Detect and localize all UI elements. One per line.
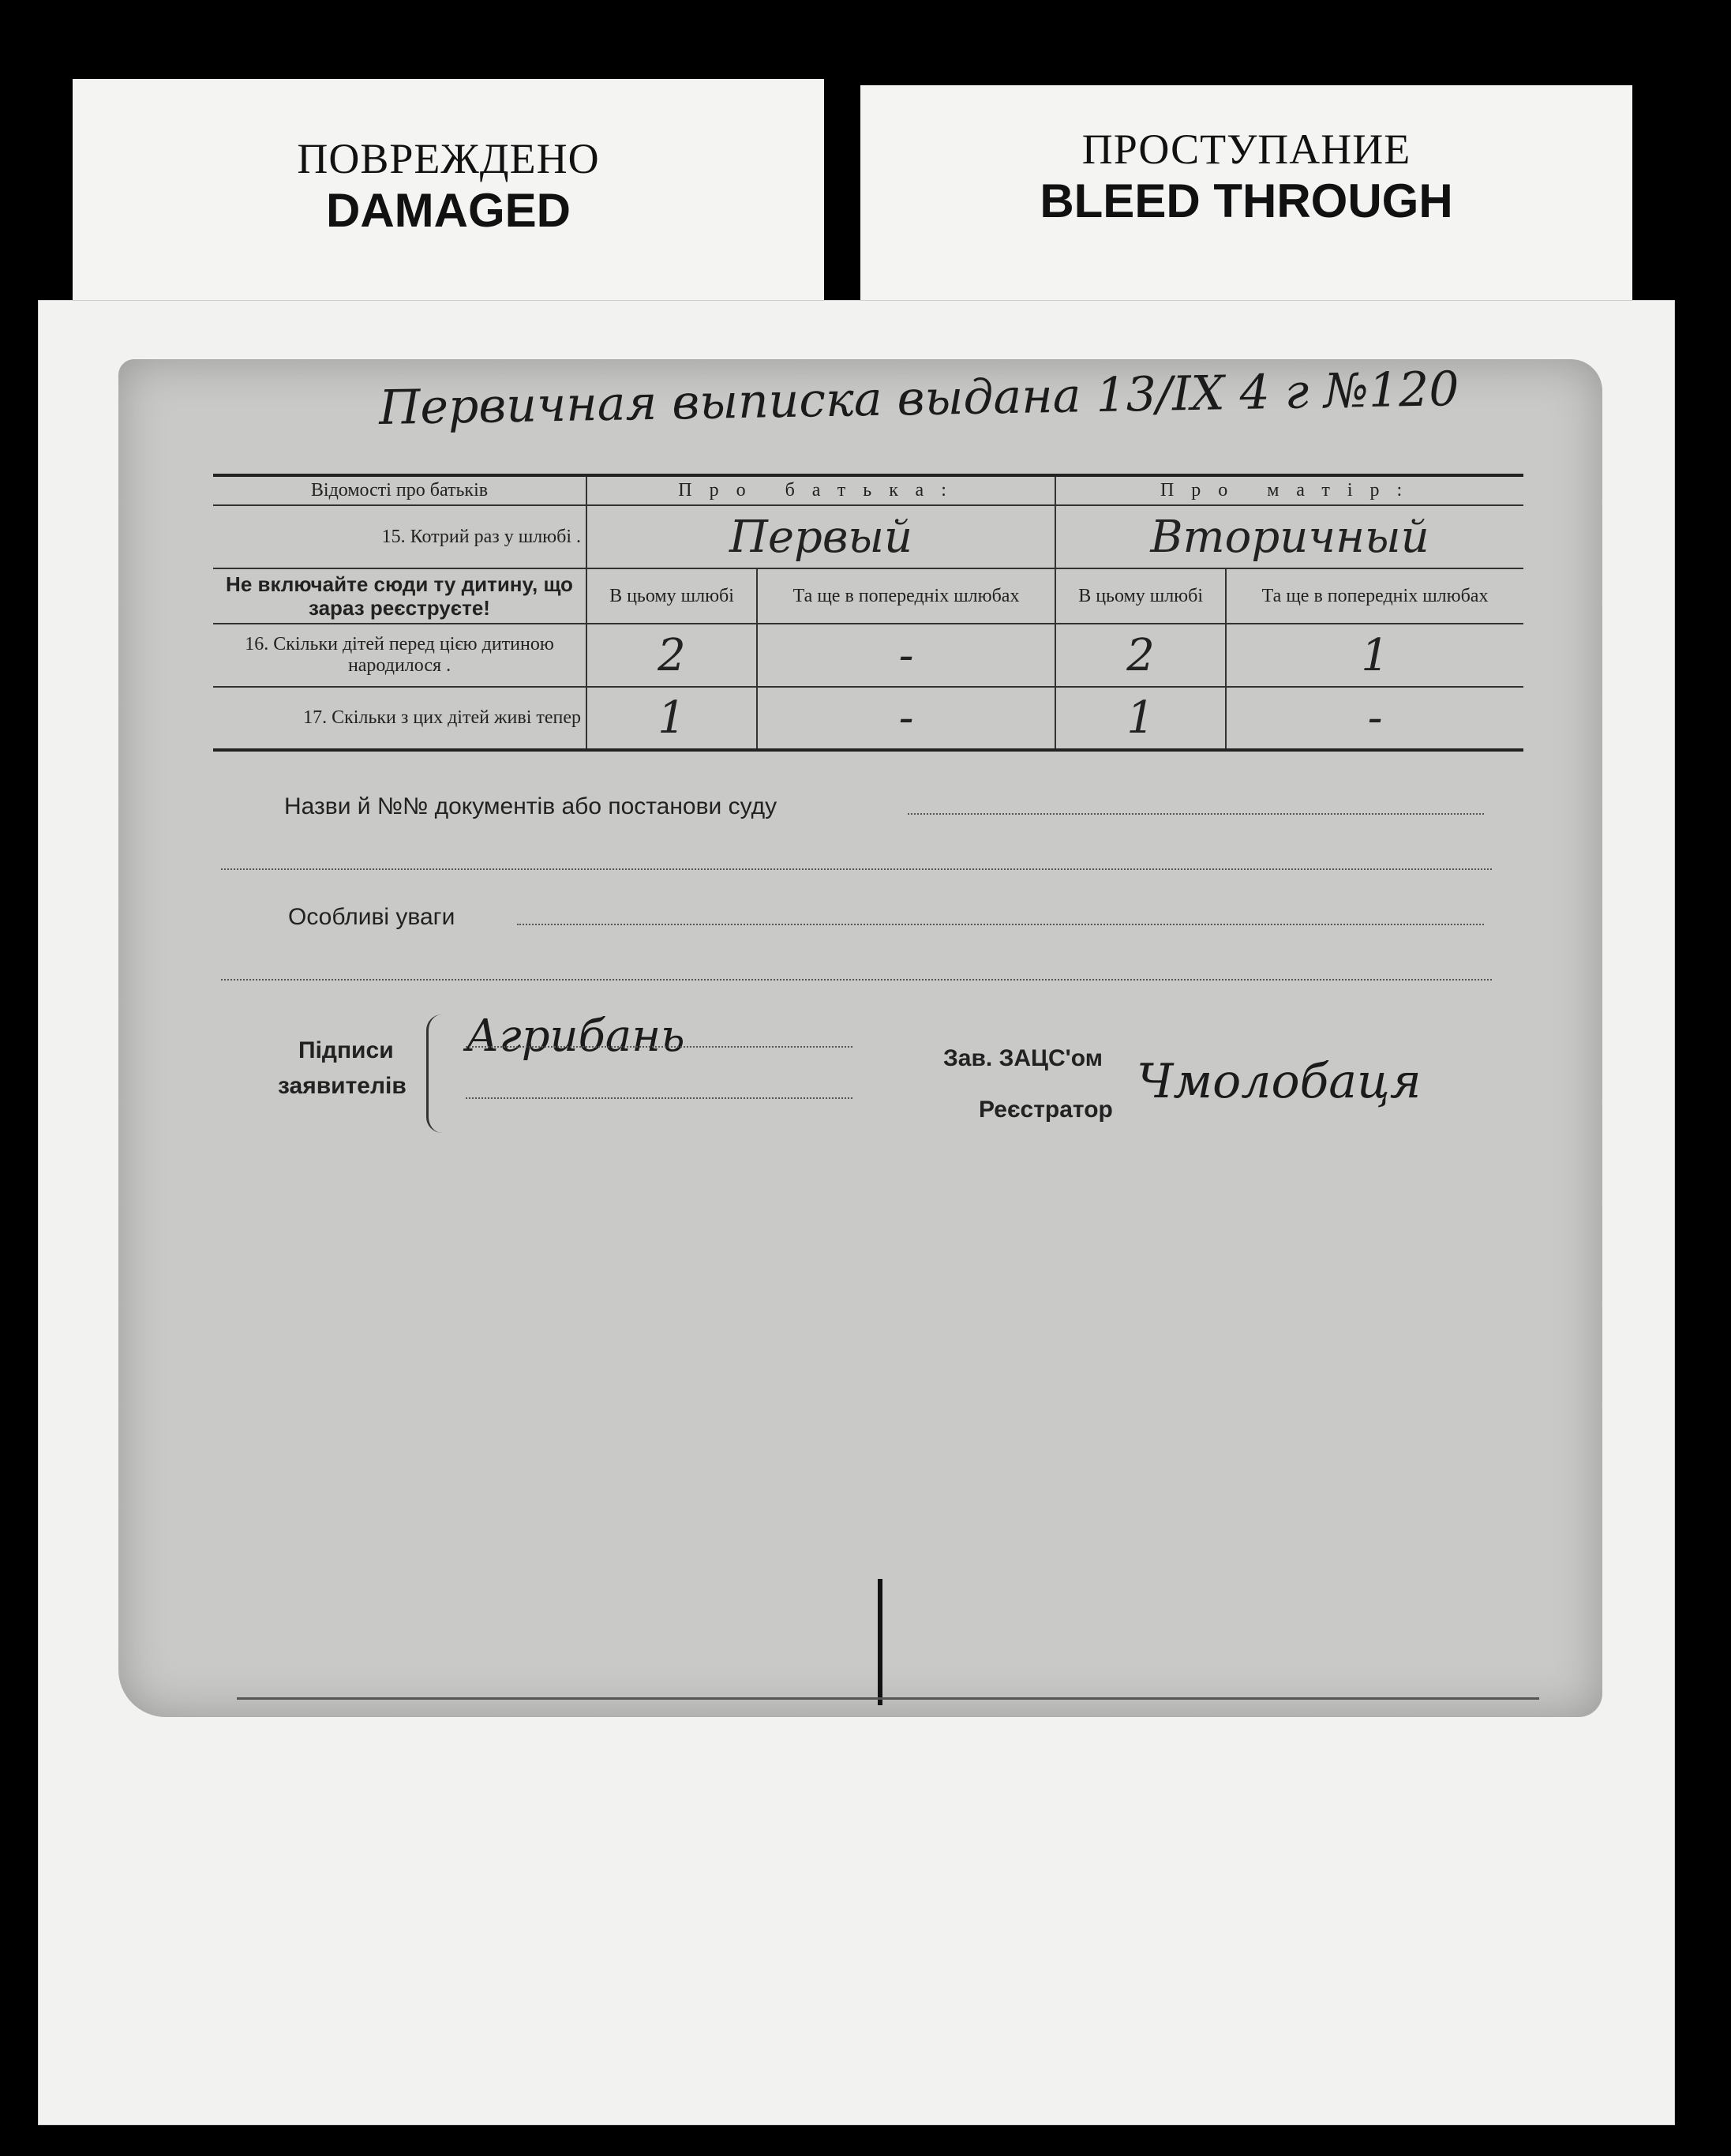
handwritten-top-note: Первичная выписка выдана 13/IX 4 г №120 [378, 362, 1460, 436]
remarks-dotted-line-2 [221, 979, 1492, 981]
row17-father-this: 1 [586, 687, 757, 750]
signatures-label-2: заявителів [278, 1073, 407, 1099]
damaged-ru: ПОВРЕЖДЕНО [297, 135, 600, 182]
damaged-label-card [73, 79, 824, 316]
documents-label: Назви й №№ документів або постанови суду [284, 793, 777, 819]
mother-header: Про матір: [1055, 475, 1523, 505]
remarks-label: Особливі уваги [288, 904, 455, 930]
row16-father-this: 2 [586, 624, 757, 687]
row17-mother-this: 1 [1055, 687, 1226, 750]
documents-dotted-line-2 [221, 868, 1492, 870]
row15-father-value: Первый [586, 505, 1055, 568]
father-header: Про батька: [586, 475, 1055, 505]
sheet-bottom-edge [237, 1697, 1539, 1700]
row15-mother-value: Вторичный [1055, 505, 1523, 568]
row16-mother-previous: 1 [1226, 624, 1523, 687]
table-row [213, 568, 1523, 624]
col-mother-previous: Та ще в попередніх шлюбах [1226, 568, 1523, 624]
registrar-label: Реєстратор [979, 1097, 1113, 1123]
row17-mother-previous: - [1226, 687, 1523, 750]
row16-father-previous: - [757, 624, 1055, 687]
note-label: Не включайте сюди ту дитину, що зараз реєструєте! [226, 572, 573, 620]
bleed-en: BLEED THROUGH [1040, 174, 1453, 227]
row17-father-previous: - [757, 687, 1055, 750]
remarks-dotted-line [517, 924, 1484, 925]
documents-dotted-line [908, 813, 1484, 815]
row16-mother-this: 2 [1055, 624, 1226, 687]
col-father-previous: Та ще в попередніх шлюбах [757, 568, 1055, 624]
damaged-en: DAMAGED [326, 184, 571, 237]
col-mother-this: В цьому шлюбі [1055, 568, 1226, 624]
row15-label: 15. Котрий раз у шлюбі . [381, 526, 581, 547]
row16-label: 16. Скільки дітей перед цією дитиною народилося . [245, 634, 554, 676]
header-label: Відомості про батьків [310, 480, 489, 501]
registrar-signature: Чмолобаця [1137, 1054, 1422, 1109]
table-row [213, 624, 1523, 687]
row17-label: 17. Скільки з цих дітей живі тепер [303, 707, 581, 728]
tear-mark [878, 1579, 882, 1705]
parents-info-table [213, 474, 1523, 752]
signature-dotted-line-2 [466, 1097, 852, 1099]
col-father-this: В цьому шлюбі [586, 568, 757, 624]
bleed-through-label-card [860, 85, 1632, 302]
signatures-label-1: Підписи [298, 1037, 394, 1063]
head-label: Зав. ЗАЦС'ом [943, 1045, 1103, 1071]
applicant-signature: Агрибань [466, 1011, 685, 1062]
signatures-brace [426, 1014, 452, 1133]
bleed-ru: ПРОСТУПАНИЕ [1081, 126, 1411, 173]
table-row [213, 687, 1523, 750]
signature-dotted-line-1 [466, 1046, 852, 1048]
table-header-row [213, 475, 1523, 505]
table-row [213, 505, 1523, 568]
